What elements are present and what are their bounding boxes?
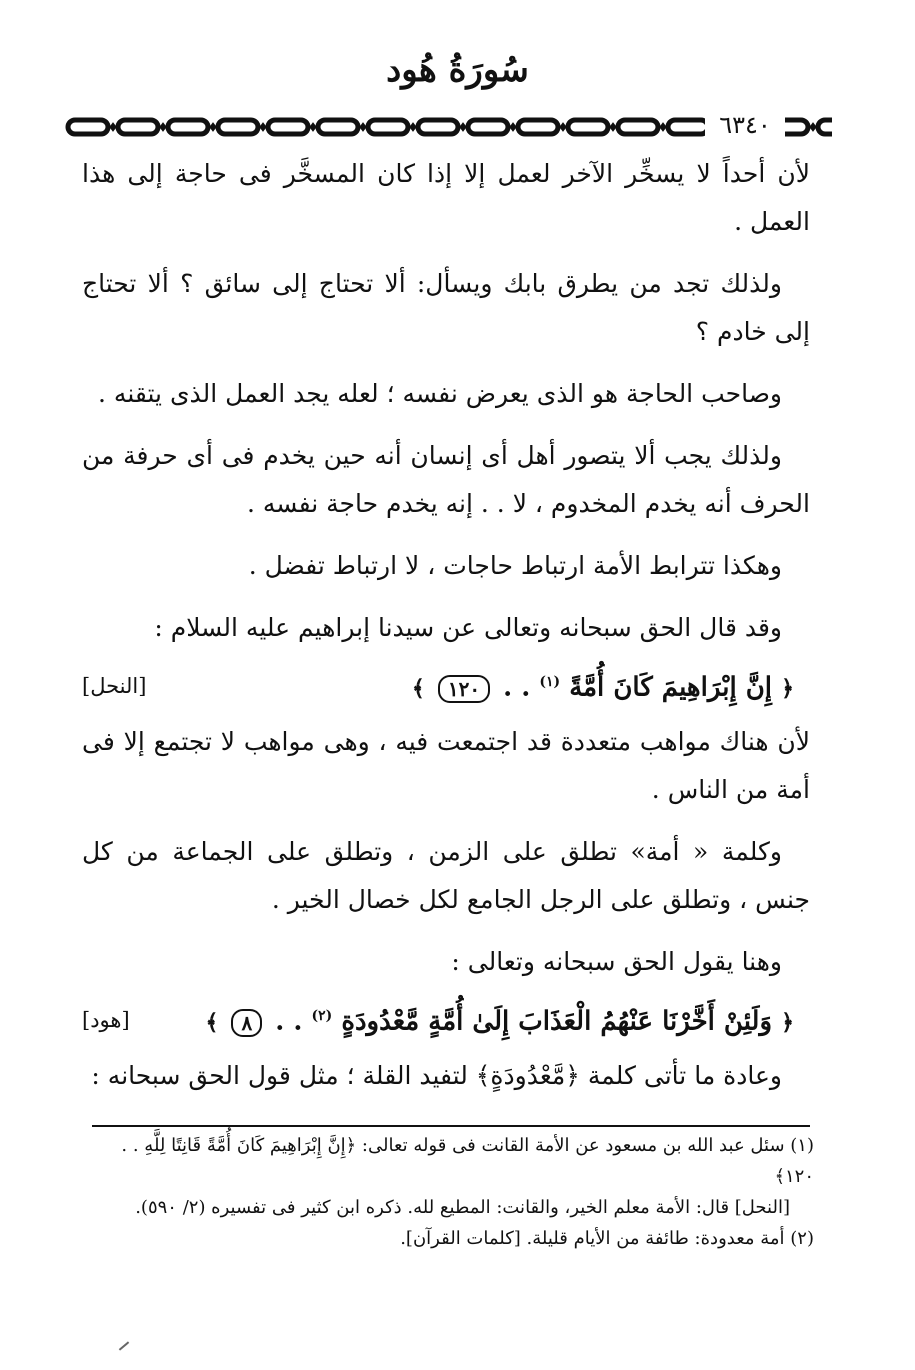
paragraph: لأن أحداً لا يسخِّر الآخر لعمل إلا إذا كان المسخَّر فى حاجة إلى هذا العمل . <box>82 159 810 236</box>
paragraph: وصاحب الحاجة هو الذى يعرض نفسه ؛ لعله يجد العمل الذى يتقنه . <box>98 379 782 408</box>
verse-close-brace: ﴾ <box>205 1009 219 1036</box>
verse-text <box>412 658 794 713</box>
footnote: (٢) أمة معدودة: طائفة من الأيام قليلة. [كلمات القرآن]. <box>400 1228 814 1249</box>
quran-verse <box>82 654 810 710</box>
verse-words: إِنَّ إِبْرَاهِيمَ كَانَ أُمَّةً <box>569 672 773 703</box>
verse-close-brace: ﴾ <box>411 675 425 702</box>
verse-dots: . . <box>275 1006 303 1037</box>
verse-open-brace: ﴿ <box>781 1009 794 1036</box>
verse-text <box>206 992 794 1047</box>
verse-open-brace: ﴿ <box>781 675 794 702</box>
scan-mark <box>119 1341 129 1350</box>
surah-title: سُورَةُ هُود <box>386 50 529 90</box>
footnote: (١) سئل عبد الله بن مسعود عن الأمة القانت فى قوله تعالى: ﴿إِنَّ إِبْرَاهِيمَ كَانَ أُمَّةً قَانِتًا لِلَّهِ . . ١٢٠﴾ <box>121 1135 814 1187</box>
page-number: ٦٣٤٠ <box>705 112 785 138</box>
paragraph: وكلمة « أمة» تطلق على الزمن ، وتطلق على الجماعة من كل جنس ، وتطلق على الرجل الجامع لكل خصال الخير . <box>82 837 810 914</box>
paragraph: ولذلك يجب ألا يتصور أهل أى إنسان أنه حين يخدم فى أى حرفة من الحرف أنه يخدم المخدوم ، لا . . إنه يخدم حاجة نفسه . <box>82 441 810 518</box>
footnote-divider <box>92 1125 810 1127</box>
footnote-ref: (١) <box>539 674 561 690</box>
paragraph: وقد قال الحق سبحانه وتعالى عن سيدنا إبراهيم عليه السلام : <box>154 613 782 642</box>
paragraph: لأن هناك مواهب متعددة قد اجتمعت فيه ، وهى مواهب لا تجتمع إلا فى أمة من الناس . <box>82 727 810 804</box>
surah-reference: [النحل] <box>82 674 147 698</box>
verse-dots: . . <box>503 672 531 703</box>
surah-reference: [هود] <box>82 1008 130 1032</box>
verse-words: وَلَئِنْ أَخَّرْنَا عَنْهُمُ الْعَذَابَ إِلَىٰ أُمَّةٍ مَّعْدُودَةٍ <box>341 1006 773 1037</box>
verse-number: ٨ <box>231 1009 262 1037</box>
paragraph: ولذلك تجد من يطرق بابك ويسأل: ألا تحتاج إلى سائق ؟ ألا تحتاج إلى خادم ؟ <box>82 269 810 346</box>
footnote-ref: (٢) <box>311 1008 333 1024</box>
footnotes <box>92 1130 814 1254</box>
main-text <box>82 150 810 1114</box>
quran-verse <box>82 988 810 1044</box>
paragraph: وهنا يقول الحق سبحانه وتعالى : <box>451 947 782 976</box>
verse-number: ١٢٠ <box>438 675 490 703</box>
paragraph: وهكذا تترابط الأمة ارتباط حاجات ، لا ارتباط تفضل . <box>248 551 782 580</box>
paragraph: وعادة ما تأتى كلمة ﴿مَّعْدُودَةٍ﴾ لتفيد القلة ؛ مثل قول الحق سبحانه : <box>91 1061 782 1090</box>
footnote: [النحل] قال: الأمة معلم الخير، والقانت: المطيع لله. ذكره ابن كثير فى تفسيره (٢/ ٥٩٠). <box>135 1197 790 1218</box>
